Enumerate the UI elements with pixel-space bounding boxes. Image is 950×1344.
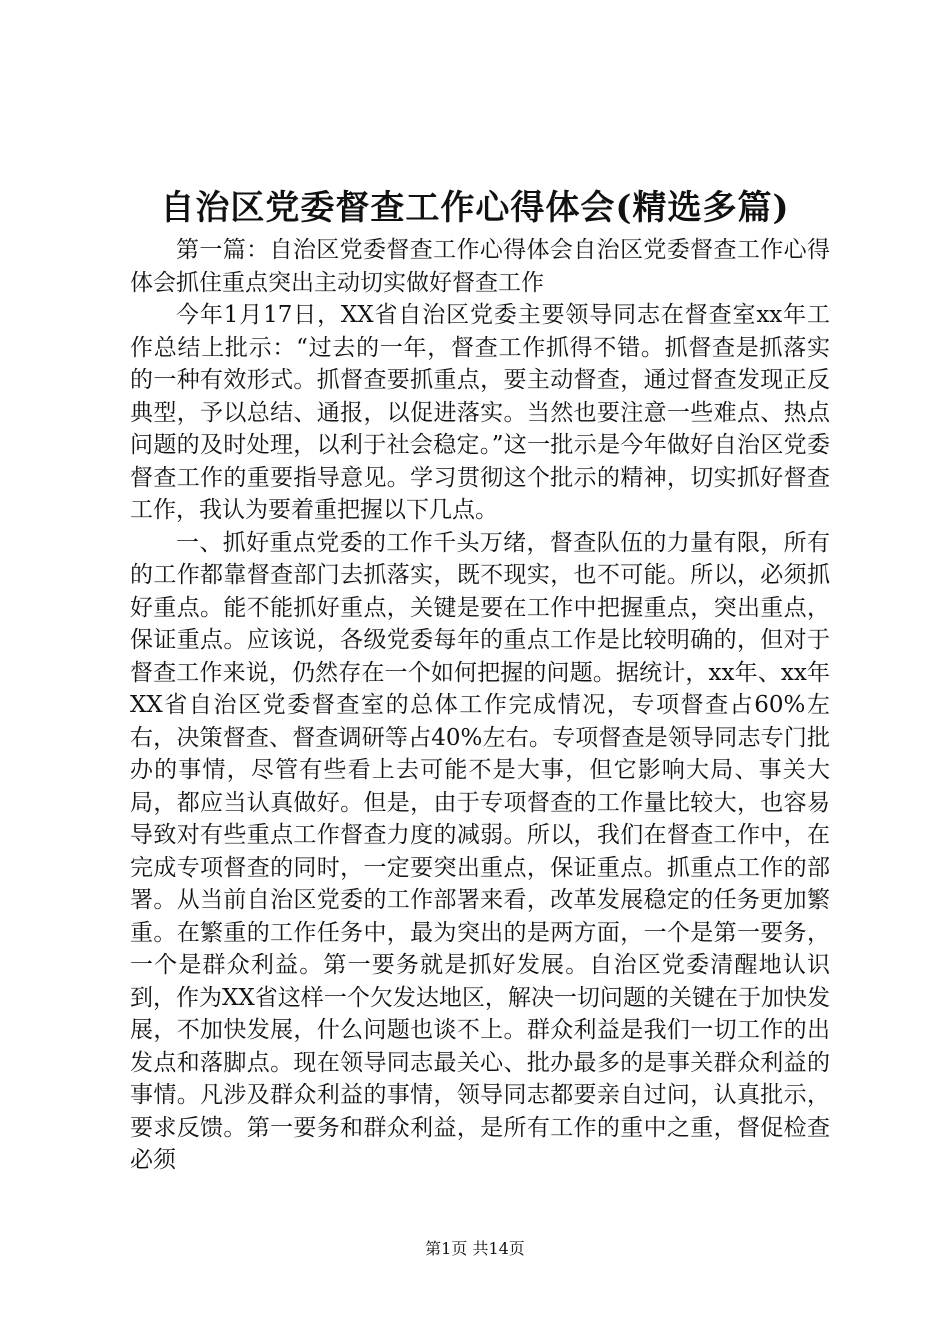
document-title: 自治区党委督查工作心得体会(精选多篇) xyxy=(160,188,790,228)
document-body xyxy=(130,234,830,1177)
paragraph-instruction: 今年1月17日，XX省自治区党委主要领导同志在督查室xx年工作总结上批示：“过去的一年，督查工作抓得不错。抓督查是抓落实的一种有效形式。抓督查要抓重点，要主动督查，通过督查发现正反典型，予以总结、通报，以促进落实。当然也要注意一些难点、热点问题的及时处理，以利于社会稳定。”这一批示是今年做好自治区党委督查工作的重要指导意见。学习贯彻这个批示的精神，切实抓好督查工作，我认为要着重把握以下几点。 xyxy=(130,302,830,523)
paragraph-section-one: 一、抓好重点党委的工作千头万绪，督查队伍的力量有限，所有的工作都靠督查部门去抓落实，既不现实，也不可能。所以，必须抓好重点。能不能抓好重点，关键是要在工作中把握重点，突出重点，保证重点。应该说，各级党委每年的重点工作是比较明确的，但对于督查工作来说，仍然存在一个如何把握的问题。据统计，xx年、xx年XX省自治区党委督查室的总体工作完成情况，专项督查占60%左右，决策督查、督查调研等占40%左右。专项督查是领导同志专门批办的事情，尽管有些看上去可能不是大事，但它影响大局、事关大局，都应当认真做好。但是，由于专项督查的工作量比较大，也容易导致对有些重点工作督查力度的减弱。所以，我们在督查工作中，在完成专项督查的同时，一定要突出重点，保证重点。抓重点工作的部署。从当前自治区党委的工作部署来看，改革发展稳定的任务更加繁重。在繁重的工作任务中，最为突出的是两方面，一个是第一要务，一个是群众利益。第一要务就是抓好发展。自治区党委清醒地认识到，作为XX省这样一个欠发达地区，解决一切问题的关键在于加快发展，不加快发展，什么问题也谈不上。群众利益是我们一切工作的出发点和落脚点。现在领导同志最关心、批办最多的是事关群众利益的事情。凡涉及群众利益的事情，领导同志都要亲自过问，认真批示，要求反馈。第一要务和群众利益，是所有工作的重中之重，督促检查必须 xyxy=(130,529,830,1173)
paragraph-intro: 第一篇：自治区党委督查工作心得体会自治区党委督查工作心得体会抓住重点突出主动切实做好督查工作 xyxy=(130,237,830,296)
page-number-footer: 第1页 共14页 xyxy=(425,1239,525,1258)
